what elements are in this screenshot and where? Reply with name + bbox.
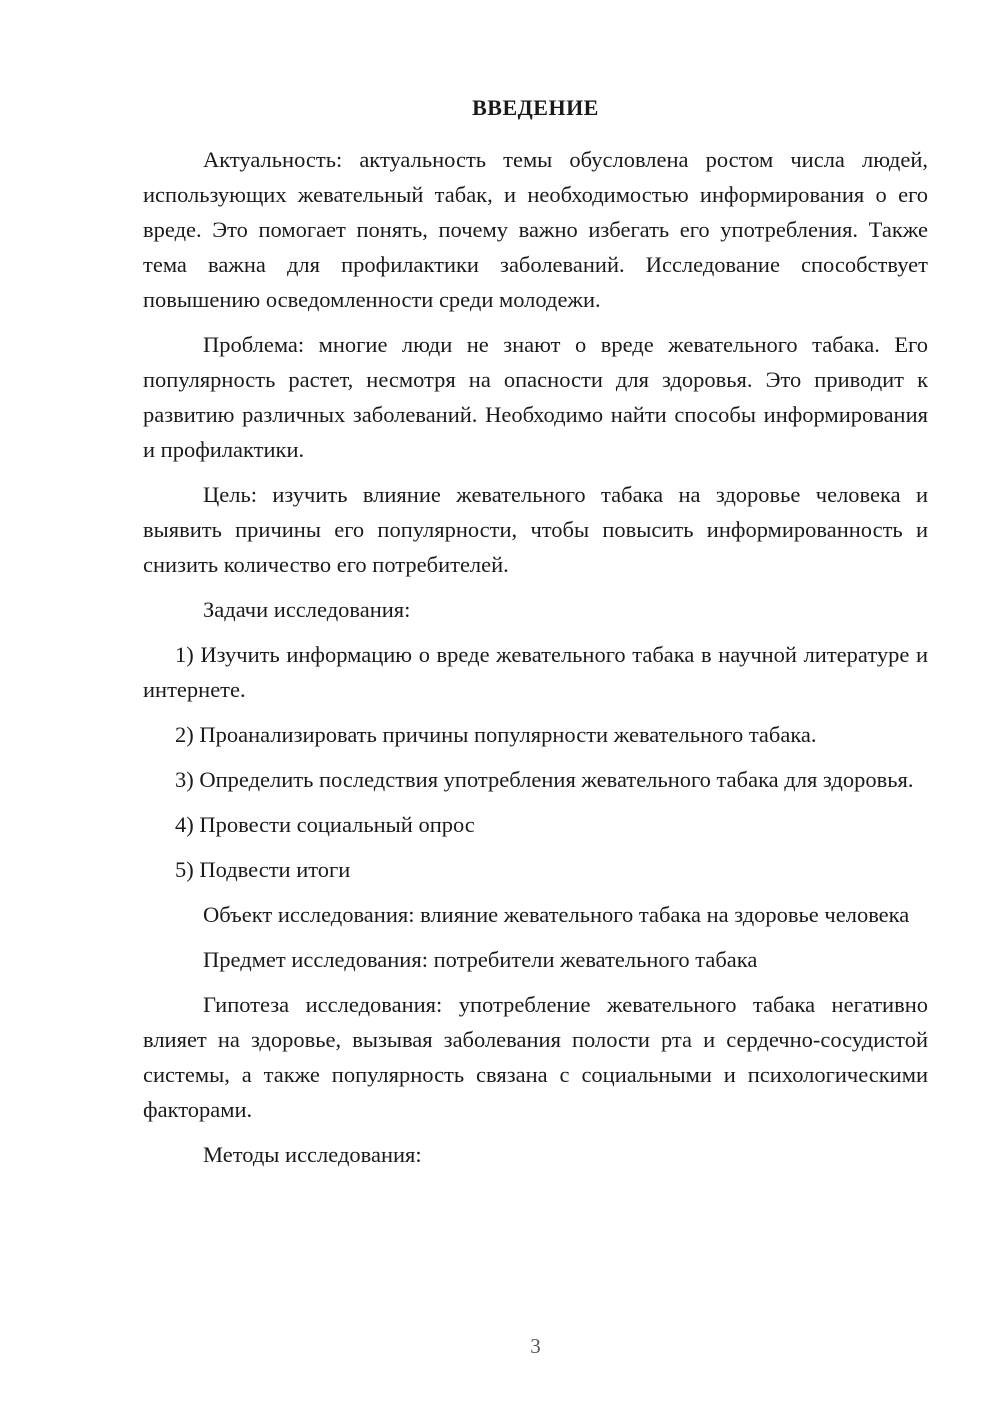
paragraph-object: Объект исследования: влияние жевательного табака на здоровье человека bbox=[203, 902, 910, 927]
paragraph-hypothesis: Гипотеза исследования: употребление жевательного табака негативно влияет на здоровье, вызывая заболевания полости рта и сердечно-сосудистой системы, а также популярность связана с социальными и психологическими факторами. bbox=[143, 992, 928, 1122]
paragraph-relevance: Актуальность: актуальность темы обусловлена ростом числа людей, использующих жевательный табак, и необходимостью информирования о его вреде. Это помогает понять, почему важно избегать его употребления. Также тема важна для профилактики заболеваний. Исследование способствует повышению осведомленности среди молодежи. bbox=[143, 147, 928, 312]
paragraph-problem: Проблема: многие люди не знают о вреде жевательного табака. Его популярность растет, несмотря на опасности для здоровья. Это приводит к развитию различных заболеваний. Необходимо найти способы информирования и профилактики. bbox=[143, 332, 928, 462]
paragraph-methods: Методы исследования: bbox=[203, 1142, 422, 1167]
page-title: ВВЕДЕНИЕ bbox=[472, 95, 599, 120]
task-item-3: 3) Определить последствия употребления жевательного табака для здоровья. bbox=[175, 767, 914, 792]
paragraph-tasks-heading: Задачи исследования: bbox=[203, 597, 411, 622]
task-item-2: 2) Проанализировать причины популярности жевательного табака. bbox=[175, 722, 817, 747]
document-body bbox=[143, 142, 928, 1182]
paragraph-goal: Цель: изучить влияние жевательного табака на здоровье человека и выявить причины его популярности, чтобы повысить информированность и снизить количество его потребителей. bbox=[143, 482, 928, 577]
task-item-5: 5) Подвести итоги bbox=[175, 857, 351, 882]
task-item-1: 1) Изучить информацию о вреде жевательного табака в научной литературе и интернете. bbox=[143, 642, 928, 702]
paragraph-subject: Предмет исследования: потребители жевательного табака bbox=[203, 947, 758, 972]
task-item-4: 4) Провести социальный опрос bbox=[175, 812, 475, 837]
page-number: 3 bbox=[530, 1334, 541, 1358]
